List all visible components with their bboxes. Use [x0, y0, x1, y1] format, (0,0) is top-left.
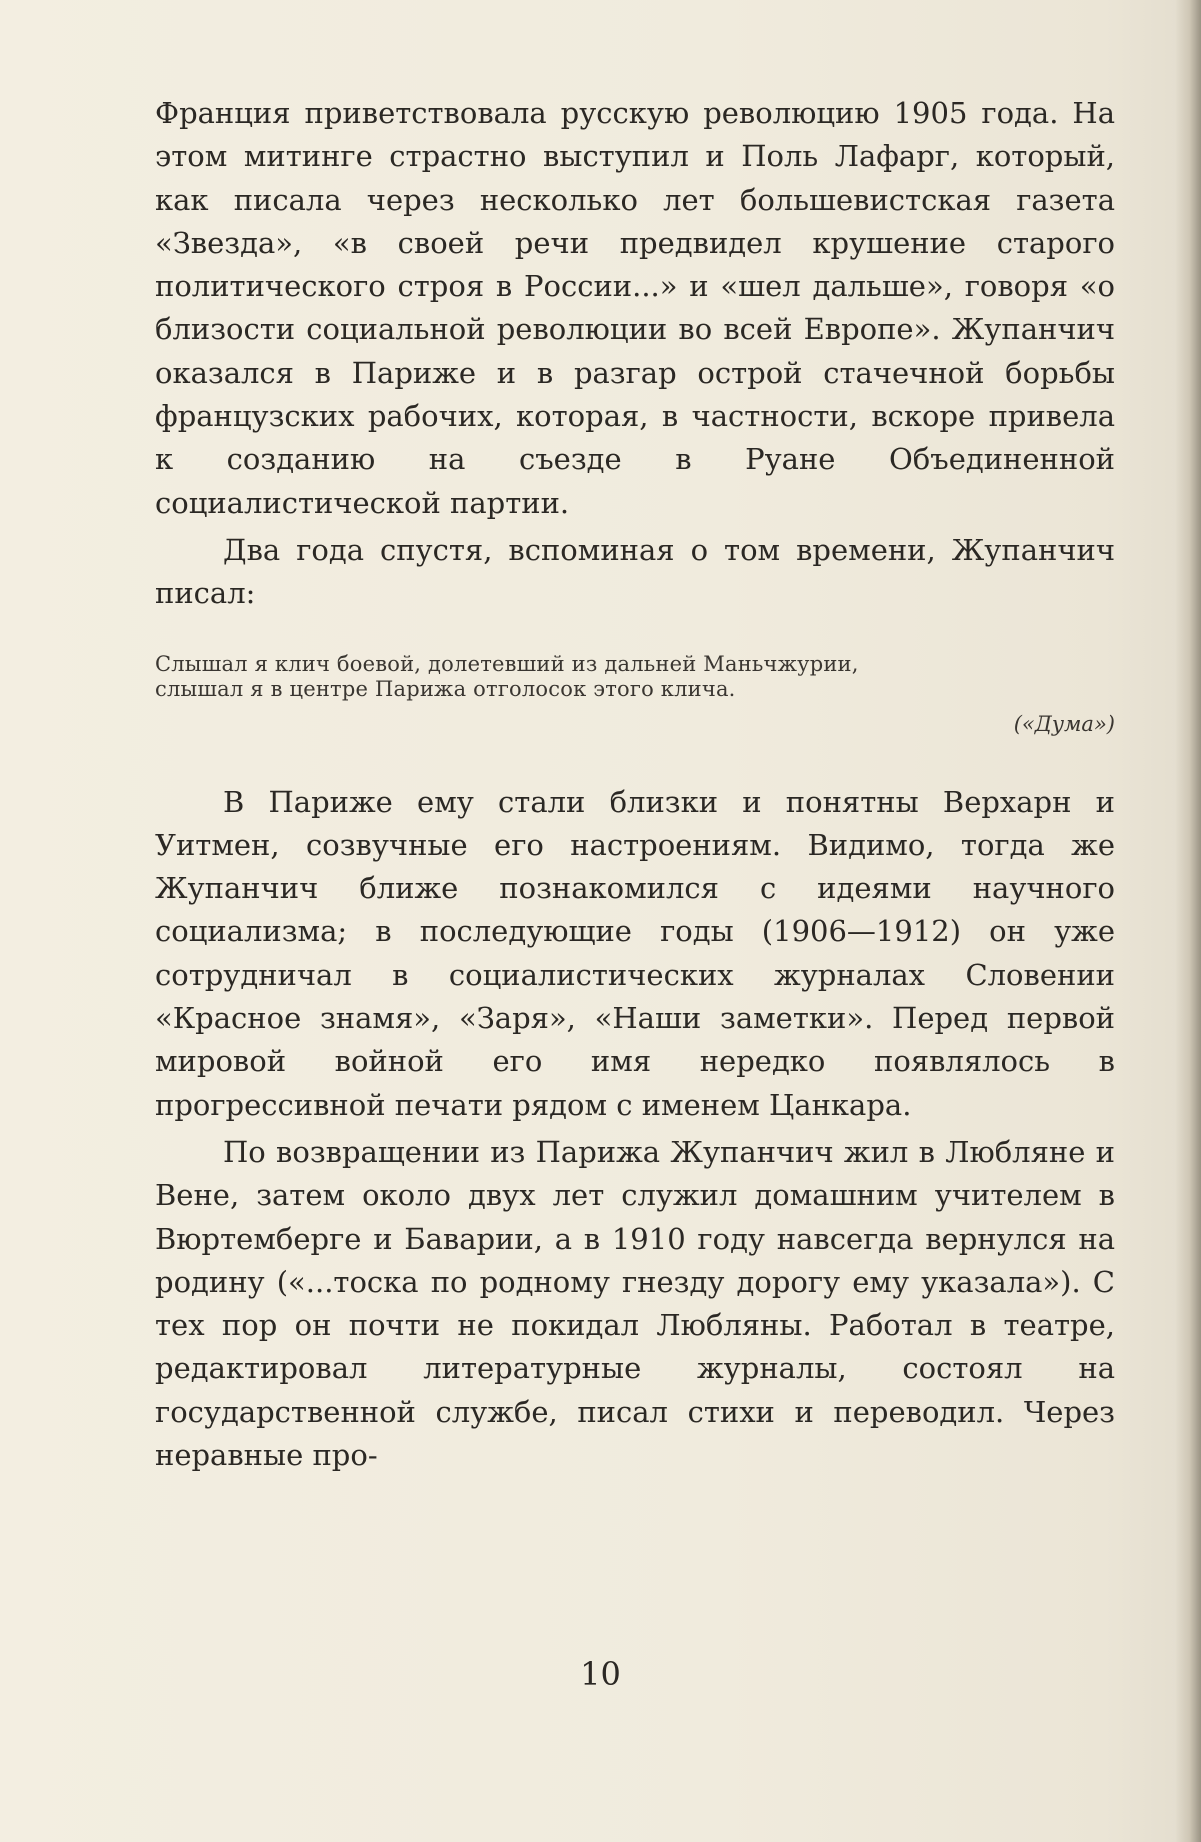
page-number: 10: [580, 1655, 621, 1693]
paragraph-two-years-later: Два года спустя, вспоминая о том времени, Жупанчич писал:: [155, 532, 1115, 611]
page-edge-shadow: [1175, 0, 1201, 1842]
quote-line-1: Слышал я клич боевой, долетевший из дальней Маньчжурии,: [155, 651, 859, 676]
quote-line-2: слышал я в центре Парижа отголосок этого клича.: [155, 676, 736, 701]
paragraph-return-home: По возвращении из Парижа Жупанчич жил в Любляне и Вене, затем около двух лет служил домашним учителем в Вюртемберге и Баварии, а в 1910 году навсегда вернулся на родину («...тоска по родному гнезду дорогу ему указала»). С тех пор он почти не покидал Любляны. Работал в театре, редактировал литературные журналы, состоял на государственной службе, писал стихи и переводил. Через неравные про-: [155, 1134, 1115, 1473]
paragraph-france-revolution: Франция приветствовала русскую революцию 1905 года. На этом митинге страстно выступил и Поль Лафарг, который, как писала через несколько лет большевистская газета «Звезда», «в своей речи предвидел крушение старого политического строя в России...» и «шел дальше», говоря «о близости социальной революции во всей Европе». Жупанчич оказался в Париже и в разгар острой стачечной борьбы французских рабочих, которая, в частности, вскоре привела к созданию на съезде в Руане Объединенной социалистической партии.: [155, 96, 1115, 520]
verse-quote: [155, 652, 1115, 702]
paragraph-paris-influences: В Париже ему стали близки и понятны Верхарн и Уитмен, созвучные его настроениям. Видимо, тогда же Жупанчич ближе познакомился с идеями научного социализма; в последующие годы (1906—1912) он уже сотрудничал в социалистических журналах Словении «Красное знамя», «Заря», «Наши заметки». Перед первой мировой войной его имя нередко появлялось в прогрессивной печати рядом с именем Цанкара.: [155, 784, 1115, 1122]
page-body: [155, 92, 1115, 1477]
quote-source: («Дума»): [1013, 711, 1115, 736]
